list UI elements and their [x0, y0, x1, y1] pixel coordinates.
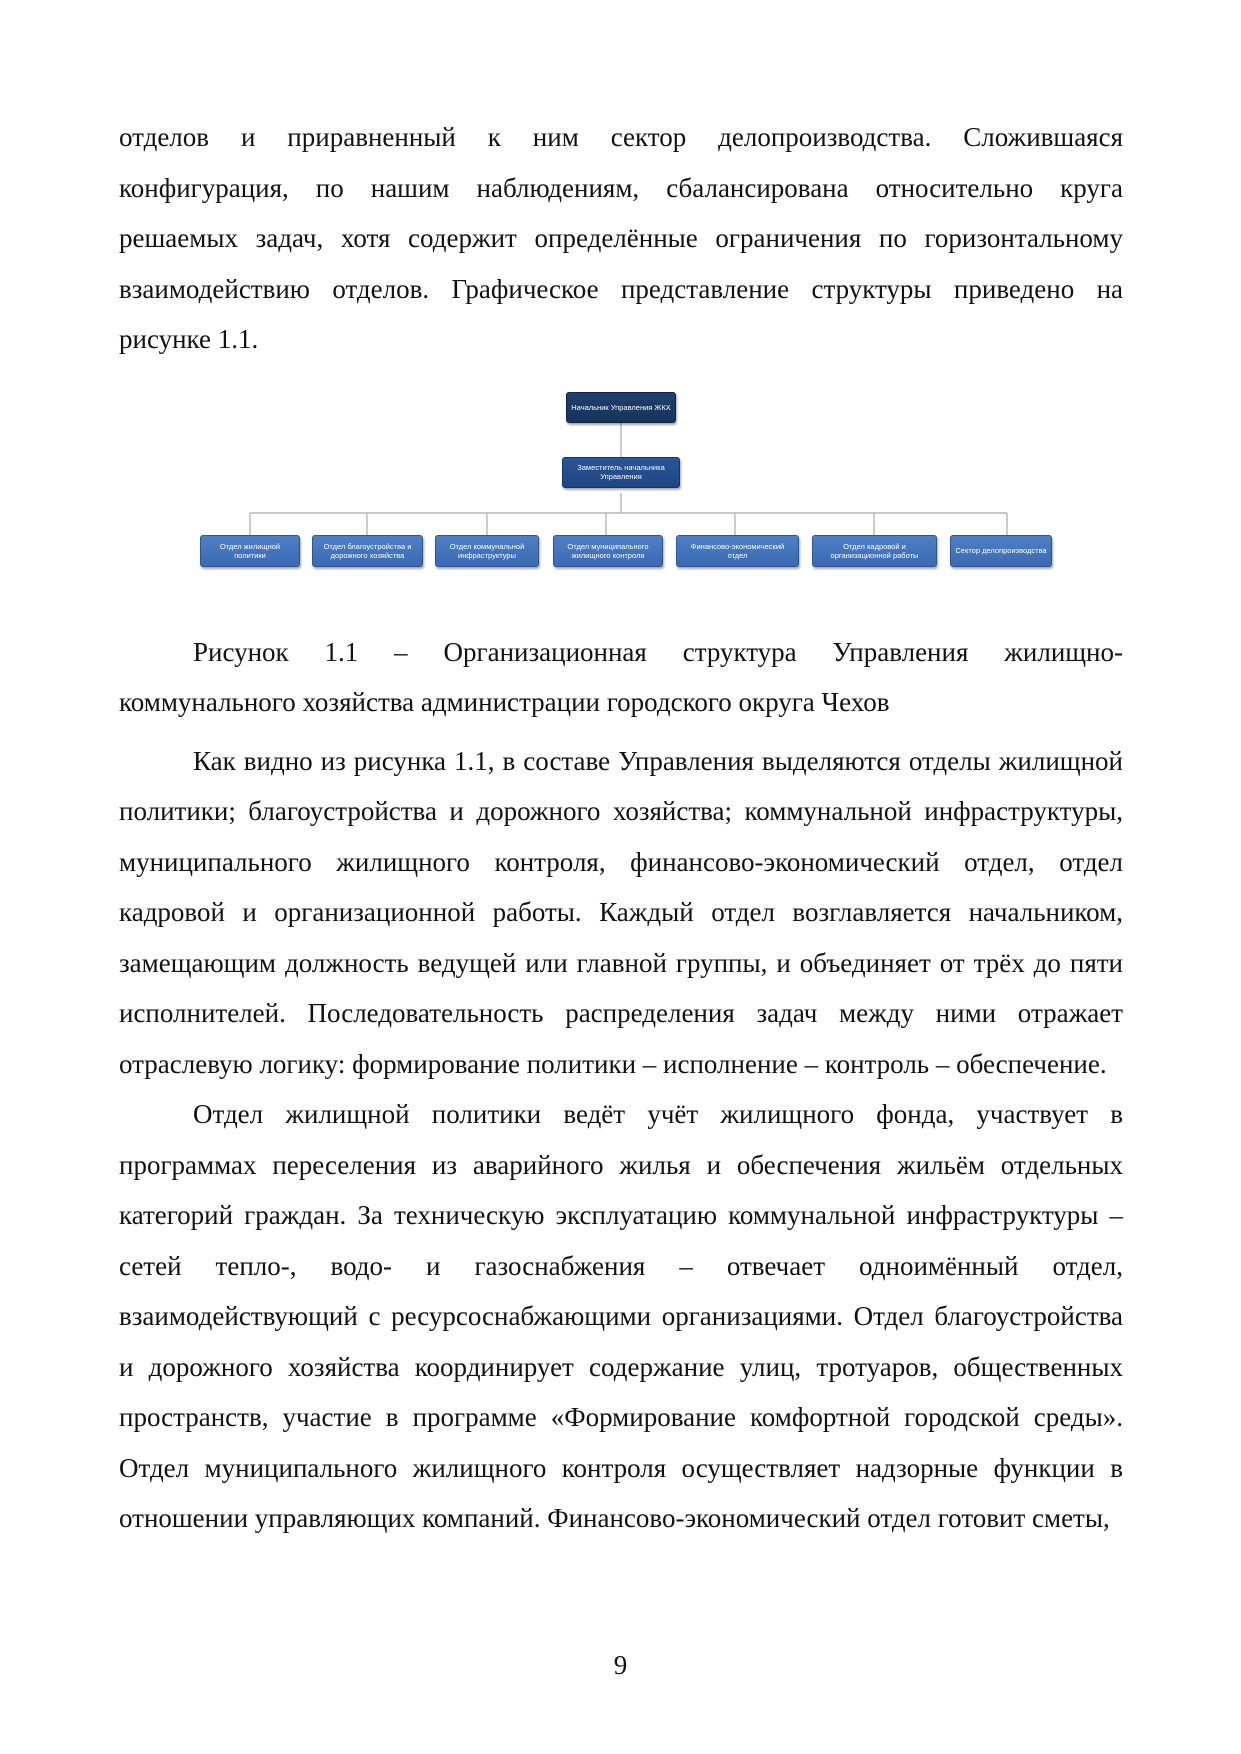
figure-caption: Рисунок 1.1 – Организационная структура Управления жилищно-коммунального хозяйства администрации городского округа Чехов: [119, 636, 1123, 717]
org-box-department: [950, 535, 1052, 567]
org-box-department: [812, 535, 937, 567]
figure-org-chart: [119, 373, 1123, 617]
org-box-head: [566, 392, 676, 423]
org-box-department-label: Отдел жилищной политики: [219, 541, 281, 560]
org-box-department-label: Отдел коммунальной инфраструктуры: [449, 541, 525, 560]
document-page: [119, 112, 1123, 1544]
org-box-department-label: Отдел благоустройства и дорожного хозяйства: [323, 541, 412, 560]
org-box-deputy-label: Заместитель начальника Управления: [577, 463, 665, 481]
org-box-department: [676, 535, 799, 567]
org-box-department: [200, 535, 300, 567]
org-box-department: [312, 535, 423, 567]
org-box-department-label: Отдел муниципального жилищного контроля: [567, 541, 649, 560]
paragraph-structure: Как видно из рисунка 1.1, в составе Управления выделяются отделы жилищной политики; благоустройства и дорожного хозяйства; коммунальной инфраструктуры, муниципального жилищного контроля, финансово-экономический отдел, отдел кадровой и организационной работы. Каждый отдел возглавляется начальником, замещающим должность ведущей или главной группы, и объединяет от трёх до пяти исполнителей. Последовательность распределения задач между ними отражает отраслевую логику: формирование политики – исполнение – контроль – обеспечение.: [119, 745, 1123, 1079]
org-box-department-label: Сектор делопроизводства: [955, 546, 1047, 555]
paragraph-departments: Отдел жилищной политики ведёт учёт жилищного фонда, участвует в программах переселения из аварийного жилья и обеспечения жильём отдельных категорий граждан. За техническую эксплуатацию коммунальной инфраструктуры – сетей тепло-, водо- и газоснабжения – отвечает одноимённый отдел, взаимодействующий с ресурсоснабжающими организациями. Отдел благоустройства и дорожного хозяйства координирует содержание улиц, тротуаров, общественных пространств, участие в программе «Формирование комфортной городской среды». Отдел муниципального жилищного контроля осуществляет надзорные функции в отношении управляющих компаний. Финансово-экономический отдел готовит сметы,: [119, 1099, 1123, 1533]
org-box-deputy: [562, 457, 680, 488]
org-box-department-label: Отдел кадровой и организационной работы: [830, 541, 919, 560]
org-box-department-label: Финансово-экономический отдел: [690, 541, 785, 560]
paragraph-intro: отделов и приравненный к ним сектор делопроизводства. Сложившаяся конфигурация, по нашим наблюдениям, сбалансирована относительно круга решаемых задач, хотя содержит определённые ограничения по горизонтальному взаимодействию отделов. Графическое представление структуры приведено на рисунке 1.1.: [119, 122, 1123, 354]
org-box-head-label: Начальник Управления ЖКХ: [571, 402, 671, 412]
page-number: 9: [613, 1650, 628, 1680]
org-box-department: [553, 535, 663, 567]
org-box-department: [435, 535, 539, 567]
